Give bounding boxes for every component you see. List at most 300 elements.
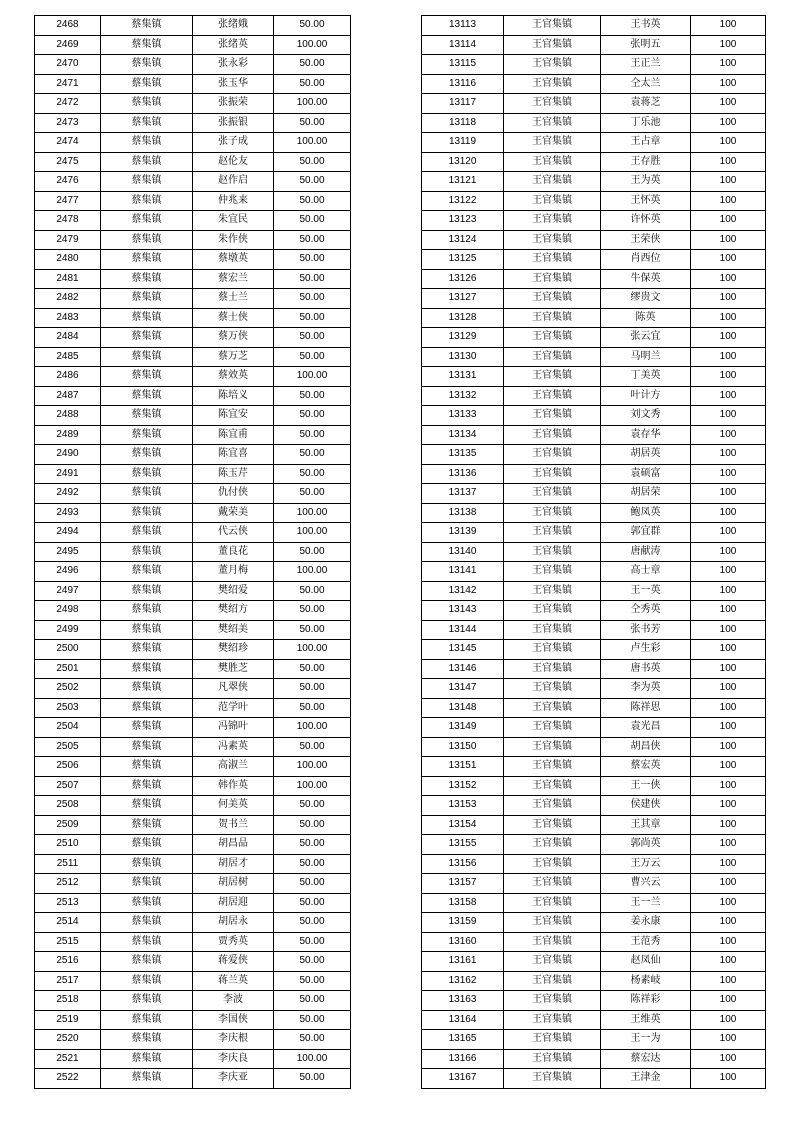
table-row	[35, 893, 351, 913]
name-cell: 樊胜芝	[193, 659, 274, 679]
amount-cell: 100.00	[274, 718, 351, 738]
serial-number-cell: 13126	[422, 269, 504, 289]
name-cell: 凡翠侠	[193, 679, 274, 699]
name-cell: 范学叶	[193, 698, 274, 718]
name-cell: 蒋兰英	[193, 971, 274, 991]
amount-cell: 50.00	[274, 230, 351, 250]
amount-cell: 100	[691, 250, 766, 270]
name-cell: 许怀英	[601, 211, 691, 231]
amount-cell: 100	[691, 1049, 766, 1069]
name-cell: 王存胜	[601, 152, 691, 172]
table-row	[422, 659, 766, 679]
town-cell: 王官集镇	[504, 640, 601, 660]
amount-cell: 50.00	[274, 581, 351, 601]
serial-number-cell: 13135	[422, 445, 504, 465]
amount-cell: 50.00	[274, 16, 351, 36]
town-cell: 蔡集镇	[101, 1069, 193, 1089]
serial-number-cell: 2476	[35, 172, 101, 192]
name-cell: 朱作侠	[193, 230, 274, 250]
name-cell: 姜永康	[601, 913, 691, 933]
table-row	[35, 523, 351, 543]
table-row	[422, 230, 766, 250]
table-row	[422, 581, 766, 601]
name-cell: 丁乐池	[601, 113, 691, 133]
town-cell: 王官集镇	[504, 16, 601, 36]
town-cell: 蔡集镇	[101, 406, 193, 426]
right-table-body	[422, 16, 766, 1089]
town-cell: 蔡集镇	[101, 815, 193, 835]
name-cell: 卢生彩	[601, 640, 691, 660]
amount-cell: 100	[691, 854, 766, 874]
amount-cell: 50.00	[274, 250, 351, 270]
town-cell: 蔡集镇	[101, 445, 193, 465]
amount-cell: 50.00	[274, 620, 351, 640]
serial-number-cell: 2480	[35, 250, 101, 270]
serial-number-cell: 2483	[35, 308, 101, 328]
town-cell: 王官集镇	[504, 971, 601, 991]
town-cell: 蔡集镇	[101, 1010, 193, 1030]
amount-cell: 100	[691, 16, 766, 36]
amount-cell: 100	[691, 1030, 766, 1050]
amount-cell: 100	[691, 601, 766, 621]
town-cell: 蔡集镇	[101, 211, 193, 231]
serial-number-cell: 13159	[422, 913, 504, 933]
town-cell: 蔡集镇	[101, 679, 193, 699]
serial-number-cell: 13158	[422, 893, 504, 913]
table-row	[422, 640, 766, 660]
amount-cell: 100.00	[274, 757, 351, 777]
table-row	[35, 269, 351, 289]
town-cell: 蔡集镇	[101, 971, 193, 991]
name-cell: 贾秀英	[193, 932, 274, 952]
name-cell: 胡昌品	[193, 835, 274, 855]
amount-cell: 50.00	[274, 484, 351, 504]
table-row	[422, 55, 766, 75]
amount-cell: 50.00	[274, 874, 351, 894]
name-cell: 仝秀英	[601, 601, 691, 621]
name-cell: 王怀英	[601, 191, 691, 211]
name-cell: 高淑兰	[193, 757, 274, 777]
serial-number-cell: 13139	[422, 523, 504, 543]
name-cell: 赵作启	[193, 172, 274, 192]
amount-cell: 100	[691, 737, 766, 757]
amount-cell: 100	[691, 133, 766, 153]
town-cell: 蔡集镇	[101, 425, 193, 445]
serial-number-cell: 2485	[35, 347, 101, 367]
town-cell: 蔡集镇	[101, 757, 193, 777]
table-row	[422, 269, 766, 289]
amount-cell: 100	[691, 893, 766, 913]
amount-cell: 100	[691, 464, 766, 484]
amount-cell: 100	[691, 620, 766, 640]
table-row	[35, 230, 351, 250]
table-row	[422, 367, 766, 387]
name-cell: 王其章	[601, 815, 691, 835]
amount-cell: 50.00	[274, 113, 351, 133]
name-cell: 陈宜安	[193, 406, 274, 426]
amount-cell: 100	[691, 1069, 766, 1089]
table-row	[422, 35, 766, 55]
serial-number-cell: 13136	[422, 464, 504, 484]
serial-number-cell: 13140	[422, 542, 504, 562]
town-cell: 王官集镇	[504, 776, 601, 796]
table-row	[35, 289, 351, 309]
table-row	[35, 328, 351, 348]
town-cell: 蔡集镇	[101, 347, 193, 367]
name-cell: 蔡士兰	[193, 289, 274, 309]
name-cell: 胡居才	[193, 854, 274, 874]
serial-number-cell: 13142	[422, 581, 504, 601]
name-cell: 陈玉芹	[193, 464, 274, 484]
serial-number-cell: 13127	[422, 289, 504, 309]
table-row	[35, 211, 351, 231]
amount-cell: 100	[691, 347, 766, 367]
town-cell: 王官集镇	[504, 94, 601, 114]
town-cell: 蔡集镇	[101, 523, 193, 543]
table-row	[35, 94, 351, 114]
serial-number-cell: 13132	[422, 386, 504, 406]
town-cell: 王官集镇	[504, 367, 601, 387]
town-cell: 王官集镇	[504, 913, 601, 933]
name-cell: 李庆根	[193, 1030, 274, 1050]
amount-cell: 100	[691, 796, 766, 816]
amount-cell: 50.00	[274, 835, 351, 855]
town-cell: 蔡集镇	[101, 893, 193, 913]
town-cell: 蔡集镇	[101, 1049, 193, 1069]
amount-cell: 50.00	[274, 796, 351, 816]
table-row	[422, 679, 766, 699]
name-cell: 陈宜甫	[193, 425, 274, 445]
name-cell: 樊绍美	[193, 620, 274, 640]
serial-number-cell: 2489	[35, 425, 101, 445]
name-cell: 李庆亚	[193, 1069, 274, 1089]
serial-number-cell: 2469	[35, 35, 101, 55]
town-cell: 蔡集镇	[101, 874, 193, 894]
town-cell: 蔡集镇	[101, 94, 193, 114]
town-cell: 王官集镇	[504, 659, 601, 679]
town-cell: 王官集镇	[504, 835, 601, 855]
name-cell: 冯锦叶	[193, 718, 274, 738]
name-cell: 董月梅	[193, 562, 274, 582]
town-cell: 王官集镇	[504, 464, 601, 484]
table-row	[35, 757, 351, 777]
town-cell: 蔡集镇	[101, 698, 193, 718]
serial-number-cell: 2518	[35, 991, 101, 1011]
amount-cell: 100	[691, 172, 766, 192]
table-row	[35, 113, 351, 133]
name-cell: 张永彩	[193, 55, 274, 75]
name-cell: 蔡效英	[193, 367, 274, 387]
town-cell: 王官集镇	[504, 562, 601, 582]
table-row	[422, 854, 766, 874]
table-row	[35, 601, 351, 621]
town-cell: 蔡集镇	[101, 172, 193, 192]
serial-number-cell: 2521	[35, 1049, 101, 1069]
amount-cell: 100.00	[274, 503, 351, 523]
serial-number-cell: 13154	[422, 815, 504, 835]
town-cell: 王官集镇	[504, 328, 601, 348]
name-cell: 樊绍方	[193, 601, 274, 621]
serial-number-cell: 13148	[422, 698, 504, 718]
amount-cell: 100	[691, 698, 766, 718]
table-row	[35, 1010, 351, 1030]
amount-cell: 100	[691, 386, 766, 406]
serial-number-cell: 13128	[422, 308, 504, 328]
serial-number-cell: 2486	[35, 367, 101, 387]
serial-number-cell: 2517	[35, 971, 101, 991]
serial-number-cell: 13131	[422, 367, 504, 387]
serial-number-cell: 13161	[422, 952, 504, 972]
table-row	[422, 503, 766, 523]
name-cell: 陈英	[601, 308, 691, 328]
town-cell: 蔡集镇	[101, 152, 193, 172]
name-cell: 袁硕富	[601, 464, 691, 484]
table-row	[422, 991, 766, 1011]
table-row	[422, 1030, 766, 1050]
serial-number-cell: 13164	[422, 1010, 504, 1030]
table-row	[35, 133, 351, 153]
town-cell: 王官集镇	[504, 308, 601, 328]
table-row	[422, 874, 766, 894]
serial-number-cell: 2513	[35, 893, 101, 913]
name-cell: 蔡墩英	[193, 250, 274, 270]
town-cell: 王官集镇	[504, 269, 601, 289]
serial-number-cell: 2491	[35, 464, 101, 484]
serial-number-cell: 2506	[35, 757, 101, 777]
serial-number-cell: 13149	[422, 718, 504, 738]
town-cell: 蔡集镇	[101, 620, 193, 640]
amount-cell: 50.00	[274, 601, 351, 621]
serial-number-cell: 13145	[422, 640, 504, 660]
serial-number-cell: 13129	[422, 328, 504, 348]
serial-number-cell: 2496	[35, 562, 101, 582]
table-row	[35, 835, 351, 855]
name-cell: 胡昌侠	[601, 737, 691, 757]
serial-number-cell: 13141	[422, 562, 504, 582]
serial-number-cell: 13152	[422, 776, 504, 796]
amount-cell: 100	[691, 484, 766, 504]
town-cell: 蔡集镇	[101, 601, 193, 621]
town-cell: 王官集镇	[504, 425, 601, 445]
name-cell: 牛保英	[601, 269, 691, 289]
town-cell: 蔡集镇	[101, 991, 193, 1011]
town-cell: 蔡集镇	[101, 776, 193, 796]
table-row	[422, 835, 766, 855]
serial-number-cell: 13133	[422, 406, 504, 426]
town-cell: 王官集镇	[504, 289, 601, 309]
town-cell: 蔡集镇	[101, 542, 193, 562]
name-cell: 樊绍爱	[193, 581, 274, 601]
serial-number-cell: 2511	[35, 854, 101, 874]
table-row	[422, 815, 766, 835]
table-row	[422, 620, 766, 640]
amount-cell: 100	[691, 289, 766, 309]
serial-number-cell: 2492	[35, 484, 101, 504]
name-cell: 戴荣美	[193, 503, 274, 523]
town-cell: 蔡集镇	[101, 133, 193, 153]
name-cell: 仲兆来	[193, 191, 274, 211]
name-cell: 王万云	[601, 854, 691, 874]
town-cell: 蔡集镇	[101, 932, 193, 952]
table-row	[422, 1010, 766, 1030]
name-cell: 蒋爱侠	[193, 952, 274, 972]
serial-number-cell: 13117	[422, 94, 504, 114]
name-cell: 仝太兰	[601, 74, 691, 94]
serial-number-cell: 2471	[35, 74, 101, 94]
table-row	[422, 542, 766, 562]
serial-number-cell: 2493	[35, 503, 101, 523]
amount-cell: 50.00	[274, 542, 351, 562]
serial-number-cell: 2473	[35, 113, 101, 133]
amount-cell: 100	[691, 718, 766, 738]
town-cell: 王官集镇	[504, 893, 601, 913]
name-cell: 杨素岐	[601, 971, 691, 991]
table-row	[35, 952, 351, 972]
serial-number-cell: 2499	[35, 620, 101, 640]
amount-cell: 50.00	[274, 679, 351, 699]
table-row	[422, 484, 766, 504]
town-cell: 蔡集镇	[101, 16, 193, 36]
amount-cell: 100.00	[274, 776, 351, 796]
serial-number-cell: 13155	[422, 835, 504, 855]
town-cell: 蔡集镇	[101, 328, 193, 348]
amount-cell: 50.00	[274, 952, 351, 972]
table-row	[422, 913, 766, 933]
town-cell: 王官集镇	[504, 211, 601, 231]
serial-number-cell: 2508	[35, 796, 101, 816]
table-row	[422, 16, 766, 36]
table-row	[35, 874, 351, 894]
amount-cell: 50.00	[274, 172, 351, 192]
table-row	[35, 484, 351, 504]
name-cell: 王一侠	[601, 776, 691, 796]
table-row	[422, 737, 766, 757]
table-row	[35, 250, 351, 270]
town-cell: 王官集镇	[504, 503, 601, 523]
amount-cell: 50.00	[274, 386, 351, 406]
amount-cell: 50.00	[274, 211, 351, 231]
amount-cell: 100	[691, 913, 766, 933]
serial-number-cell: 2510	[35, 835, 101, 855]
serial-number-cell: 13134	[422, 425, 504, 445]
amount-cell: 50.00	[274, 308, 351, 328]
amount-cell: 50.00	[274, 406, 351, 426]
amount-cell: 100	[691, 815, 766, 835]
serial-number-cell: 13130	[422, 347, 504, 367]
name-cell: 张振荣	[193, 94, 274, 114]
name-cell: 袁光昌	[601, 718, 691, 738]
name-cell: 叶计方	[601, 386, 691, 406]
town-cell: 王官集镇	[504, 347, 601, 367]
amount-cell: 50.00	[274, 893, 351, 913]
table-row	[422, 757, 766, 777]
table-row	[422, 601, 766, 621]
amount-cell: 100	[691, 932, 766, 952]
table-row	[422, 698, 766, 718]
name-cell: 李波	[193, 991, 274, 1011]
town-cell: 王官集镇	[504, 406, 601, 426]
name-cell: 代云侠	[193, 523, 274, 543]
serial-number-cell: 2515	[35, 932, 101, 952]
serial-number-cell: 2482	[35, 289, 101, 309]
name-cell: 贺书兰	[193, 815, 274, 835]
right-subsidy-table	[421, 15, 766, 1089]
town-cell: 王官集镇	[504, 952, 601, 972]
table-row	[422, 152, 766, 172]
amount-cell: 50.00	[274, 74, 351, 94]
amount-cell: 50.00	[274, 991, 351, 1011]
serial-number-cell: 13123	[422, 211, 504, 231]
amount-cell: 50.00	[274, 328, 351, 348]
serial-number-cell: 13122	[422, 191, 504, 211]
serial-number-cell: 13153	[422, 796, 504, 816]
left-table-body	[35, 16, 351, 1089]
serial-number-cell: 13115	[422, 55, 504, 75]
table-row	[35, 55, 351, 75]
amount-cell: 50.00	[274, 445, 351, 465]
town-cell: 王官集镇	[504, 445, 601, 465]
table-row	[35, 74, 351, 94]
name-cell: 赵凤仙	[601, 952, 691, 972]
town-cell: 蔡集镇	[101, 74, 193, 94]
serial-number-cell: 2522	[35, 1069, 101, 1089]
table-row	[422, 425, 766, 445]
town-cell: 蔡集镇	[101, 289, 193, 309]
table-row	[35, 1069, 351, 1089]
town-cell: 王官集镇	[504, 523, 601, 543]
town-cell: 蔡集镇	[101, 191, 193, 211]
left-subsidy-table	[34, 15, 351, 1089]
amount-cell: 50.00	[274, 269, 351, 289]
amount-cell: 50.00	[274, 913, 351, 933]
name-cell: 刘文秀	[601, 406, 691, 426]
name-cell: 丁美英	[601, 367, 691, 387]
name-cell: 袁存华	[601, 425, 691, 445]
name-cell: 王书英	[601, 16, 691, 36]
town-cell: 王官集镇	[504, 1049, 601, 1069]
serial-number-cell: 2481	[35, 269, 101, 289]
name-cell: 胡居永	[193, 913, 274, 933]
name-cell: 冯素英	[193, 737, 274, 757]
name-cell: 蔡宏达	[601, 1049, 691, 1069]
name-cell: 郭宜群	[601, 523, 691, 543]
town-cell: 蔡集镇	[101, 737, 193, 757]
serial-number-cell: 2516	[35, 952, 101, 972]
name-cell: 王占章	[601, 133, 691, 153]
name-cell: 曹兴云	[601, 874, 691, 894]
table-row	[35, 191, 351, 211]
table-row	[422, 445, 766, 465]
amount-cell: 100	[691, 445, 766, 465]
town-cell: 王官集镇	[504, 815, 601, 835]
serial-number-cell: 2505	[35, 737, 101, 757]
amount-cell: 100	[691, 991, 766, 1011]
amount-cell: 50.00	[274, 1030, 351, 1050]
amount-cell: 50.00	[274, 55, 351, 75]
table-row	[35, 562, 351, 582]
town-cell: 蔡集镇	[101, 367, 193, 387]
serial-number-cell: 13118	[422, 113, 504, 133]
serial-number-cell: 13160	[422, 932, 504, 952]
name-cell: 李庆良	[193, 1049, 274, 1069]
amount-cell: 100	[691, 269, 766, 289]
table-row	[422, 1069, 766, 1089]
table-row	[422, 172, 766, 192]
serial-number-cell: 2501	[35, 659, 101, 679]
table-row	[35, 854, 351, 874]
table-row	[35, 406, 351, 426]
serial-number-cell: 2507	[35, 776, 101, 796]
